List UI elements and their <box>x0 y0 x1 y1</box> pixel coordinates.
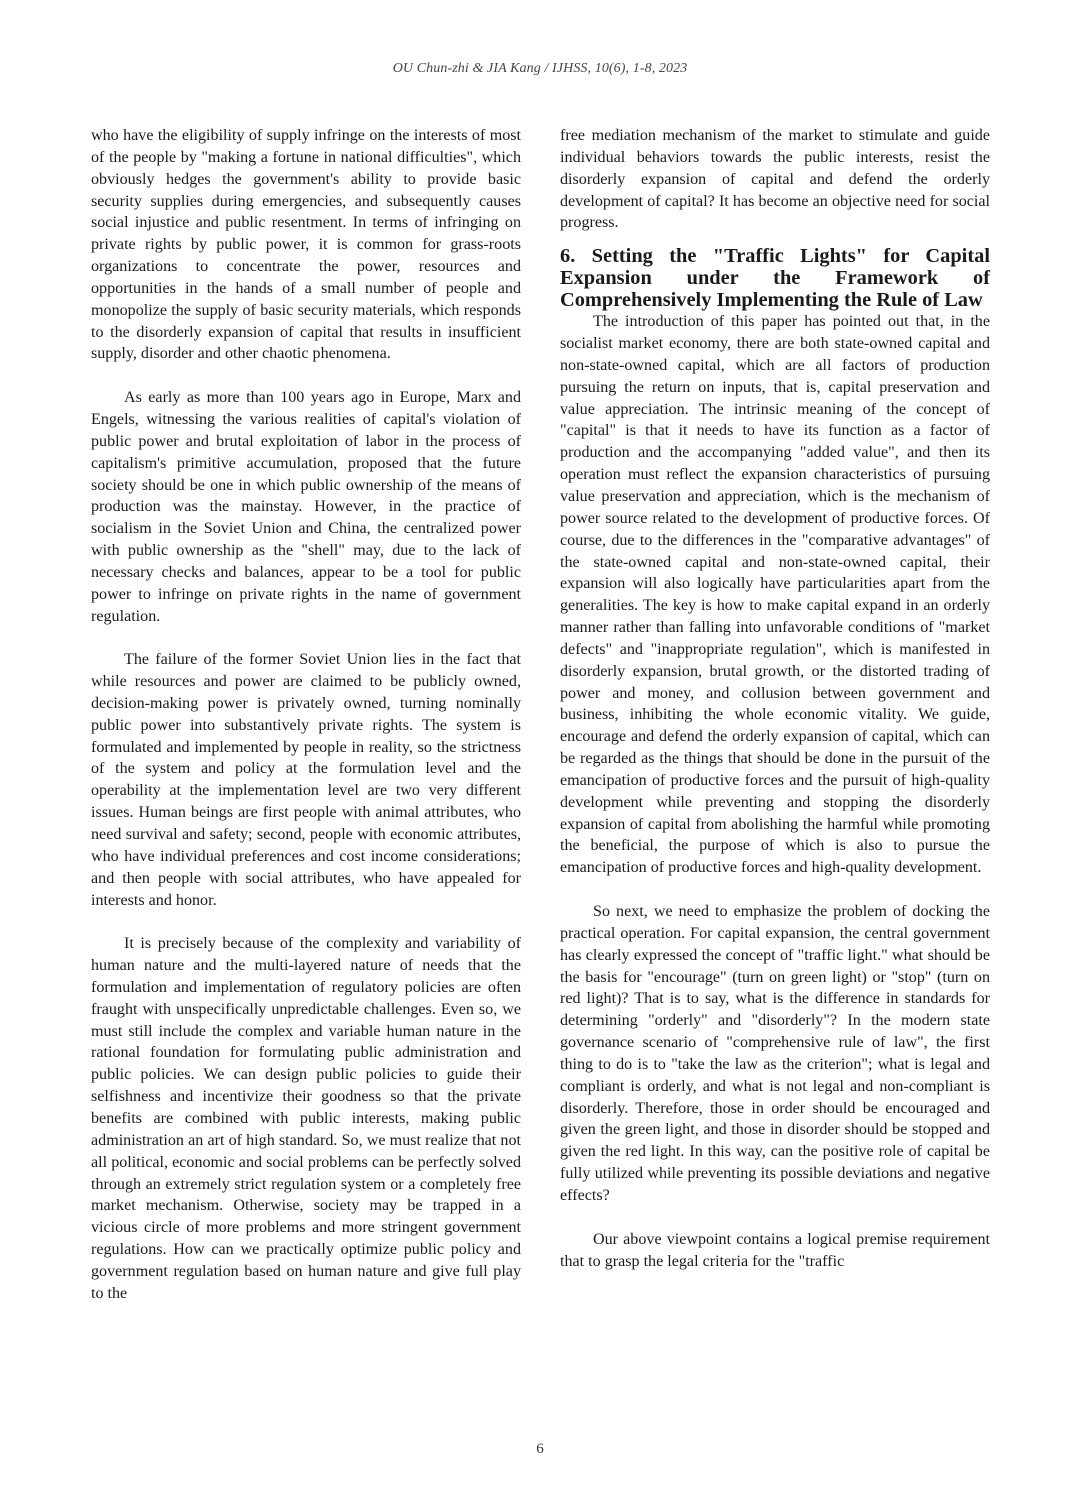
paragraph: It is precisely because of the complexity and variability of human nature and the multi-layered nature of needs that the formulation and implementation of regulatory policies are often fraught with unspecifically unpredictable challenges. Even so, we must still include the complex and variable human nature in the rational foundation for formulating public administration and public policies. We can design public policies to guide their selfishness and incentivize their goodness so that the private benefits are combined with public interests, making public administration an art of high standard. So, we must realize that not all political, economic and social problems can be perfectly solved through an extremely strict regulation system or a completely free market mechanism. Otherwise, society may be trapped in a vicious circle of more problems and more stringent government regulations. How can we practically optimize public policy and government regulation based on human nature and give full play to the <box>91 935 521 1302</box>
page-number: 6 <box>536 1441 544 1457</box>
paragraph: The failure of the former Soviet Union lies in the fact that while resources and power are claimed to be publicly owned, decision-making power is privately owned, turning nominally public power into substantively private rights. The system is formulated and implemented by people in reality, so the strictness of the system and policy at the formulation level and the operability at the implementation level are two very different issues. Human beings are first people with animal attributes, who need survival and safety; second, people with economic attributes, who have individual preferences and cost income considerations; and then people with social attributes, who have appealed for interests and honor. <box>91 651 521 909</box>
left-column <box>91 125 521 1305</box>
paragraph: Our above viewpoint contains a logical premise requirement that to grasp the legal criteria for the "traffic <box>560 1230 990 1270</box>
section-heading: 6. Setting the "Traffic Lights" for Capital Expansion under the Framework of Comprehensively Implementing the Rule of Law <box>560 245 990 312</box>
paragraph: So next, we need to emphasize the problem of docking the practical operation. For capital expansion, the central government has clearly expressed the concept of "traffic light." what should be the basis for "encourage" (turn on green light) or "stop" (turn on red light)? That is to say, what is the difference in standards for determining "orderly" and "disorderly"? In the modern state governance scenario of "comprehensive rule of law", the first thing to do is to "take the law as the criterion"; what is legal and compliant is orderly, and what is not legal and non-compliant is disorderly. Therefore, those in order should be encouraged and given the green light, and those in disorder should be stopped and given the red light. In this way, can the positive role of capital be fully utilized while preventing its possible deviations and negative effects? <box>560 903 990 1204</box>
right-column <box>560 125 990 1272</box>
running-header: OU Chun-zhi & JIA Kang / IJHSS, 10(6), 1-8, 2023 <box>392 61 688 76</box>
paragraph: As early as more than 100 years ago in Europe, Marx and Engels, witnessing the various realities of capital's violation of public power and brutal exploitation of labor in the process of capitalism's primitive accumulation, proposed that the future society should be one in which public ownership of the means of production was the mainstay. However, in the practice of socialism in the Soviet Union and China, the centralized power with public ownership as the "shell" may, due to the lack of necessary checks and balances, appear to be a tool for public power to infringe on private rights in the name of government regulation. <box>91 389 521 625</box>
paragraph: free mediation mechanism of the market to stimulate and guide individual behaviors towards the public interests, resist the disorderly expansion of capital and defend the orderly development of capital? It has become an objective need for social progress. <box>560 127 990 232</box>
paragraph: who have the eligibility of supply infringe on the interests of most of the people by "making a fortune in national difficulties", which obviously hedges the government's ability to provide basic security supplies during emergencies, and subsequently causes social injustice and public resentment. In terms of infringing on private rights by public power, it is common for grass-roots organizations to concentrate the power, resources and opportunities in the hands of a small number of people and monopolize the supply of basic security materials, which responds to the disorderly expansion of capital that results in insufficient supply, disorder and other chaotic phenomena. <box>91 127 521 363</box>
paragraph: The introduction of this paper has pointed out that, in the socialist market economy, there are both state-owned capital and non-state-owned capital, which are all factors of production pursuing the return on inputs, that is, capital preservation and value appreciation. The intrinsic meaning of the concept of "capital" is that it needs to have its function as a factor of production and the accompanying "added value", and then its operation must reflect the expansion characteristics of pursuing value preservation and appreciation, which is the mechanism of power source related to the development of productive forces. Of course, due to the differences in the "comparative advantages" of the state-owned capital and non-state-owned capital, their expansion will also logically have particularities apart from the generalities. The key is how to make capital expand in an orderly manner rather than falling into unfavorable conditions of "market defects" and "inappropriate regulation", which is manifested in disorderly expansion, brutal growth, or the distorted trading of power and money, and collusion between government and business, inhibiting the whole economic vitality. We guide, encourage and defend the orderly expansion of capital, which can be regarded as the things that should be done in the pursuit of the emancipation of productive forces and the pursuit of high-quality development while preventing and stopping the disorderly expansion of capital from abolishing the harmful while promoting the beneficial, the purpose of which is also to pursue the emancipation of productive forces and high-quality development. <box>560 313 990 877</box>
